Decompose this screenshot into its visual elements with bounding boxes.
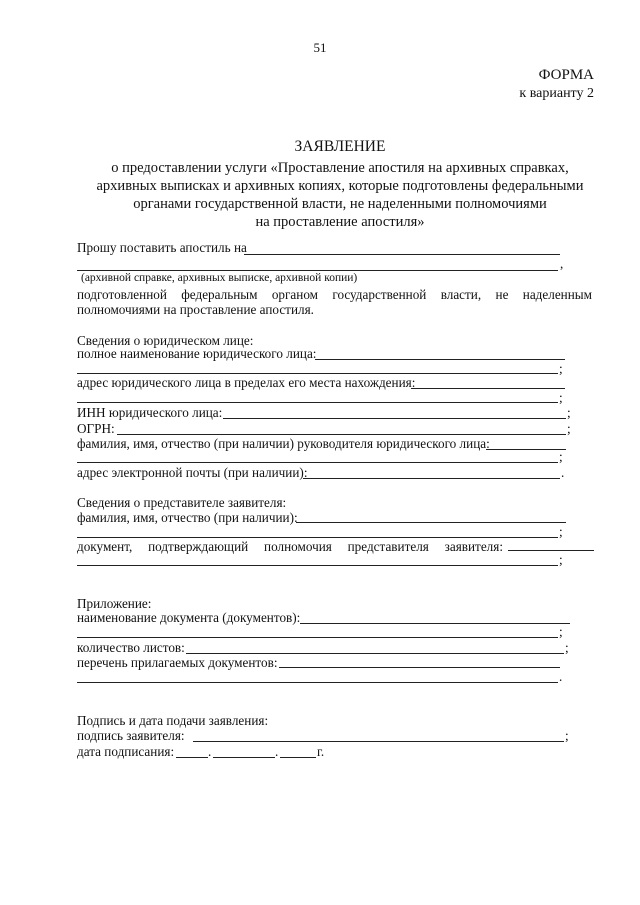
signature-heading: Подпись и дата подачи заявления: [77, 713, 269, 728]
sign-field[interactable] [193, 741, 564, 742]
address-field-2[interactable] [77, 402, 558, 403]
semicolon: ; [559, 449, 563, 464]
date-year-field[interactable] [280, 757, 316, 758]
doc-name-field-2[interactable] [77, 637, 558, 638]
apostille-object-field-2[interactable] [77, 270, 558, 271]
head-name-label: фамилия, имя, отчество (при наличии) руководителя юридического лица: [77, 436, 490, 451]
comma: , [560, 256, 564, 271]
full-name-field-2[interactable] [77, 373, 558, 374]
subtitle-line-3: органами государственной власти, не наделенными полномочиями [133, 196, 547, 212]
semicolon: ; [565, 728, 569, 743]
representative-document-label: документ, подтверждающий полномочия представителя заявителя: [77, 539, 503, 554]
representative-name-field-2[interactable] [77, 537, 558, 538]
semicolon: ; [565, 640, 569, 655]
attachment-heading: Приложение: [77, 596, 152, 611]
request-hint: (архивной справке, архивных выписке, архивной копии) [81, 272, 358, 284]
subtitle-line-1: о предоставлении услуги «Проставление апостиля на архивных справках, [111, 160, 569, 176]
request-text-line-2: полномочиями на проставление апостиля. [77, 302, 314, 317]
ogrn-label: ОГРН: [77, 421, 115, 436]
apostille-object-field[interactable] [244, 254, 560, 255]
representative-heading: Сведения о представителе заявителя: [77, 495, 287, 510]
subtitle-line-2: архивных выписках и архивных копиях, которые подготовлены федеральными [96, 178, 584, 194]
page-number: 51 [313, 40, 327, 55]
date-day-field[interactable] [176, 757, 208, 758]
email-label: адрес электронной почты (при наличии): [77, 465, 308, 480]
representative-name-field[interactable] [296, 522, 566, 523]
representative-name-label: фамилия, имя, отчество (при наличии): [77, 510, 298, 525]
dot: . [208, 744, 212, 759]
representative-document-field-2[interactable] [77, 565, 558, 566]
sheets-field[interactable] [186, 653, 564, 654]
request-text-line-1: подготовленной федеральным органом государственной власти, не наделенным [77, 287, 592, 302]
dot: . [559, 669, 563, 684]
email-field[interactable] [303, 478, 560, 479]
form-label: ФОРМА [538, 67, 594, 83]
semicolon: ; [559, 390, 563, 405]
list-label: перечень прилагаемых документов: [77, 655, 278, 670]
date-label: дата подписания: [77, 744, 175, 759]
request-label: Прошу поставить апостиль на [77, 240, 247, 255]
document-title: ЗАЯВЛЕНИЕ [294, 138, 386, 155]
semicolon: ; [567, 421, 571, 436]
date-suffix: г. [317, 744, 325, 759]
list-field[interactable] [279, 667, 560, 668]
semicolon: ; [559, 552, 563, 567]
subtitle-line-4: на проставление апостиля» [255, 214, 425, 230]
address-field[interactable] [411, 388, 565, 389]
ogrn-field[interactable] [117, 434, 566, 435]
variant-label: к варианту 2 [519, 86, 594, 101]
doc-name-label: наименование документа (документов): [77, 610, 301, 625]
dot: . [561, 465, 565, 480]
semicolon: ; [559, 624, 563, 639]
sign-label: подпись заявителя: [77, 728, 185, 743]
address-label: адрес юридического лица в пределах его места нахождения: [77, 375, 416, 390]
inn-label: ИНН юридического лица: [77, 405, 223, 420]
full-name-label: полное наименование юридического лица: [77, 346, 317, 361]
representative-document-field[interactable] [508, 550, 594, 551]
dot: . [275, 744, 279, 759]
date-month-field[interactable] [213, 757, 275, 758]
sheets-label: количество листов: [77, 640, 185, 655]
doc-name-field[interactable] [300, 623, 570, 624]
inn-field[interactable] [223, 418, 566, 419]
semicolon: ; [559, 361, 563, 376]
legal-entity-heading: Сведения о юридическом лице: [77, 333, 254, 348]
full-name-field[interactable] [315, 359, 565, 360]
head-name-field-2[interactable] [77, 462, 558, 463]
head-name-field[interactable] [486, 449, 566, 450]
list-field-2[interactable] [77, 682, 558, 683]
semicolon: ; [559, 524, 563, 539]
semicolon: ; [567, 405, 571, 420]
